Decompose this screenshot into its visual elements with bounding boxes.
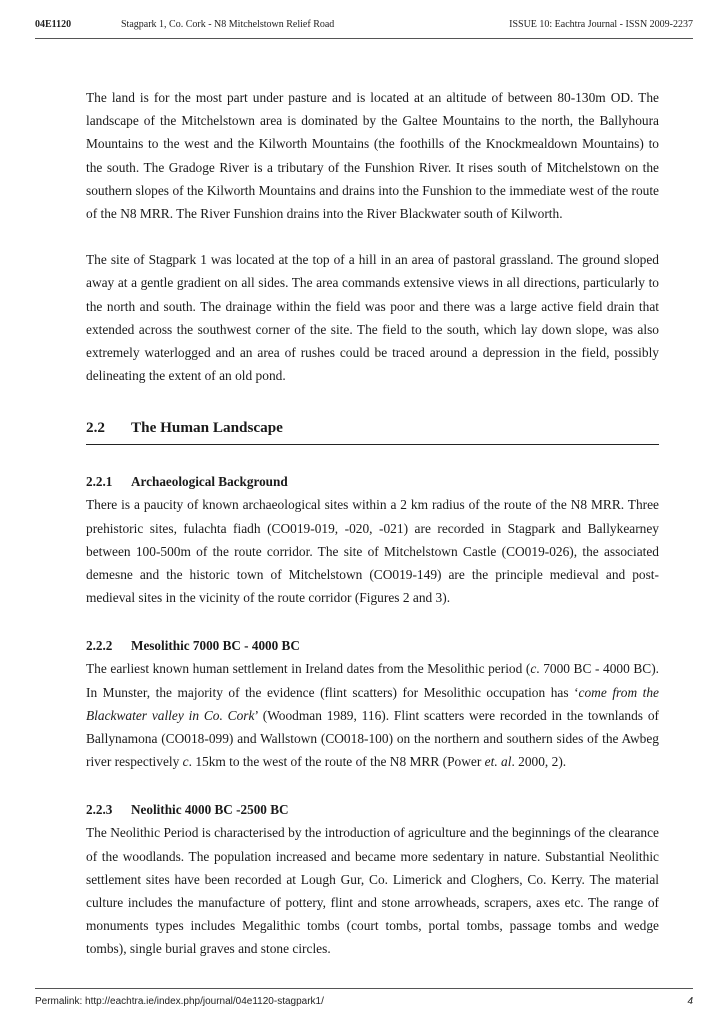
text-segment: The earliest known human settlement in Ireland dates from the Mesolithic period ( [86,661,531,677]
page-footer [35,996,693,1012]
section-title: The Human Landscape [131,419,283,437]
subsection-title: Archaeological Background [131,474,288,490]
subsection-archaeological [86,471,659,609]
subsection-number: 2.2.3 [86,802,113,818]
section-heading [86,414,659,445]
page-number: 4 [687,996,693,1007]
paragraph-site: The site of Stagpark 1 was located at the top of a hill in an area of pastoral grassland. The ground sloped away at a gentle gradient on all sides. The area commands extensive views in all directions, particularly to the north and south. The drainage within the field was poor and there was a large active field drain that extended across the southwest corner of the site. The field to the south, which lay down slope, was also extremely waterlogged and an area of rushes could be traced around a depression in the field, possibly delineating the extent of an old pond. [86,252,659,384]
subsection-title: Mesolithic 7000 BC - 4000 BC [131,638,300,654]
document-body [86,86,659,961]
section-number: 2.2 [86,419,105,437]
subsection-heading [86,471,659,493]
text-segment: . 2000, 2). [511,754,567,770]
subsection-heading [86,635,659,657]
subsection-text [86,657,659,773]
permalink-link[interactable]: Permalink: http://eachtra.ie/index.php/journal/04e1120-stagpark1/ [35,996,324,1007]
report-code: 04E1120 [35,19,72,30]
page-header [35,18,693,40]
circa-abbrev: c [530,661,537,677]
paragraph-landscape: The land is for the most part under pasture and is located at an altitude of between 80-130m OD. The landscape of the Mitchelstown area is dominated by the Galtee Mountains to the north, the Ballyhoura Mountains to the west and the Kilworth Mountains (the foothills of the Knockmealdown Mountains) to the south. The Gradoge River is a tributary of the Funshion River. It rises south of Mitchelstown on the southern slopes of the Kilworth Mountains and drains into the Funshion to the immediate west of the route of the N8 MRR. The River Funshion drains into the River Blackwater south of Kilworth. [86,90,659,222]
footer-divider [35,988,693,989]
subsection-neolithic [86,799,659,960]
subsection-mesolithic [86,635,659,773]
circa-abbrev: c [182,754,189,770]
subsection-text: The Neolithic Period is characterised by the introduction of agriculture and the beginnings of the clearance of the woodlands. The population increased and became more sedentary in nature. Substantial Neolithic settlement sites have been recorded at Lough Gur, Co. Limerick and Cloghers, Co. Kerry. The material culture includes the manufacture of pottery, flint and stone arrowheads, scrapers, axes etc. The range of monuments types includes Megalithic tombs (court tombs, portal tombs, passage tombs and wedge tombs), single burial graves and stone circles. [86,825,659,957]
report-title: Stagpark 1, Co. Cork - N8 Mitchelstown Relief Road [121,19,335,30]
quotation: come from the Blackwater valley in Co. Cork [86,684,660,723]
subsection-number: 2.2.2 [86,638,113,654]
header-divider [35,38,693,39]
journal-issue: ISSUE 10: Eachtra Journal - ISSN 2009-2237 [509,19,693,30]
subsection-text: There is a paucity of known archaeological sites within a 2 km radius of the route of the N8 MRR. Three prehistoric sites, fulachta fiadh (CO019-019, -020, -021) are recorded in Stagpark and Ballykearney between 100-500m of the route corridor. The site of Mitchelstown Castle (CO019-026), the associated demesne and the historic town of Mitchelstown (CO019-149) are the principle medieval and post-medieval sites in the vicinity of the route corridor (Figures 2 and 3). [86,497,659,606]
text-segment: . 7000 BC - 4000 BC). In Munster, the majority of the evidence (flint scatters) for Mesolithic occupation has ‘ [86,661,660,700]
subsection-title: Neolithic 4000 BC -2500 BC [131,802,289,818]
subsection-number: 2.2.1 [86,474,113,490]
text-segment: ’ (Woodman 1989, 116). Flint scatters were recorded in the townlands of Ballynamona (CO018-099) and Wallstown (CO018-100) on the northern and southern sides of the Awbeg river respectively [86,707,659,770]
text-segment: . 15km to the west of the route of the N8 MRR (Power [188,754,485,770]
subsection-heading [86,799,659,821]
et-al-abbrev: et. al [484,754,512,770]
